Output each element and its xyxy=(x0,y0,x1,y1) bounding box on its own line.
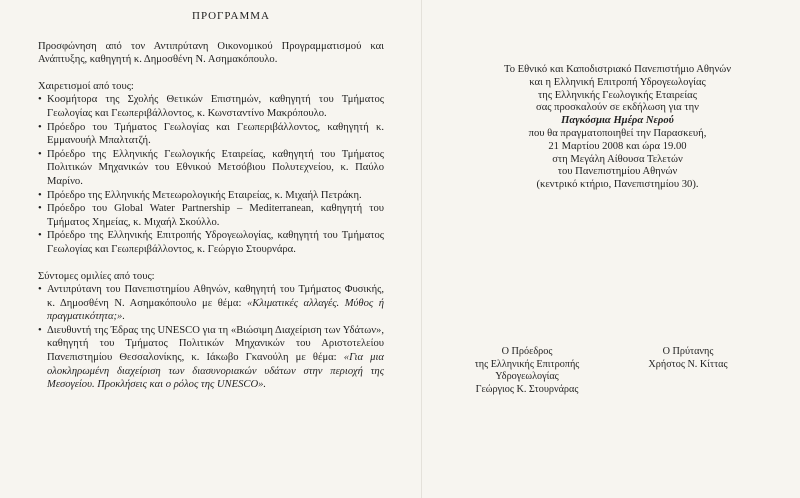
signature-name: Χρήστος Ν. Κίττας xyxy=(648,358,728,370)
event-date: 21 Μαρτίου 2008 και ώρα 19.00 xyxy=(548,140,687,152)
greeting-item: • Πρόεδρο της Ελληνικής Μετεωρολογικής Εταιρείας, κ. Μιχαήλ Πετράκη. xyxy=(38,189,384,203)
invitation-line: Το Εθνικό και Καποδιστριακό Πανεπιστήμιο Αθηνών xyxy=(503,64,732,75)
invitation-line: στη Μεγάλη Αίθουσα Τελετών xyxy=(552,153,683,165)
event-address: (κεντρικό κτήριο, Πανεπιστημίου 30). xyxy=(536,179,699,191)
program-title: ΠΡΟΓΡΑΜΜΑ xyxy=(192,10,270,22)
greeting-item: • Κοσμήτορα της Σχολής Θετικών Επιστημών, καθηγητή του Τμήματος Γεωλογίας και Γεωπεριβάλλοντος, κ. Κωνσταντίνο Μακρόπουλο. xyxy=(38,93,384,120)
signature-role: Ο Πρύτανης xyxy=(662,346,714,357)
signature-name: Γεώργιος Κ. Στουρνάρας xyxy=(475,383,579,395)
talks-section xyxy=(38,270,384,392)
talk-description: Αντιπρύτανη του Πανεπιστημίου Αθηνών, καθηγητή του Τμήματος Φυσικής, κ. Δημοσθένη Ν. Ασημακόπουλο με θέμα: xyxy=(47,284,384,309)
greeting-item: • Πρόεδρο της Ελληνικής Γεωλογικής Εταιρείας, καθηγητή του Τμήματος Πολιτικών Μηχανικών του Εθνικού Μετσόβιου Πολυτεχνείου, κ. Παύλο Μαρίνο. xyxy=(38,148,384,189)
invitation-line: του Πανεπιστημίου Αθηνών xyxy=(557,166,678,178)
invitation-text xyxy=(455,64,780,192)
invitation-line: και η Ελληνική Επιτροπή Υδρογεωλογίας xyxy=(529,76,706,88)
program-column xyxy=(38,10,384,392)
invitation-line: σας προσκαλούν σε εκδήλωση για την xyxy=(536,102,699,114)
talk-item xyxy=(38,324,384,392)
greeting-item: • Πρόεδρο του Τμήματος Γεωλογίας και Γεωπεριβάλλοντος, καθηγητή κ. Εμμανουήλ Μπαλτατζή. xyxy=(38,121,384,148)
talks-heading: Σύντομες ομιλίες από τους: xyxy=(38,270,155,282)
event-name: Παγκόσμια Ημέρα Νερού xyxy=(561,115,674,127)
signature-rector xyxy=(630,346,746,371)
page-fold xyxy=(421,0,422,498)
greetings-list xyxy=(38,93,384,256)
greetings-section xyxy=(38,80,384,257)
opening-speech: Προσφώνηση από τον Αντιπρύτανη Οικονομικού Προγραμματισμού και Ανάπτυξης, καθηγητή κ. Δημοσθένη Ν. Ασημακόπουλο. xyxy=(38,40,384,66)
talks-list xyxy=(38,283,384,392)
greeting-item: • Πρόεδρο της Ελληνικής Επιτροπής Υδρογεωλογίας, καθηγητή του Τμήματος Γεωλογίας και Γεωπεριβάλλοντος, κ. Γεώργιο Στουρνάρα. xyxy=(38,229,384,256)
talk-topic: «Για μια ολοκληρωμένη διαχείριση των διασυνοριακών υδάτων στην περιοχή της Μεσογείου. Προκλήσεις και ο ρόλος της UNESCO». xyxy=(47,352,384,391)
talk-topic: «Κλιματικές αλλαγές. Μύθος ή πραγματικότητα;». xyxy=(47,297,384,323)
greetings-heading: Χαιρετισμοί από τους: xyxy=(38,80,134,92)
talk-description: Διευθυντή της Έδρας της UNESCO για τη «Βιώσιμη Διαχείριση των Υδάτων», καθηγητή του Τμήματος Πολιτικών Μηχανικών του Αριστοτελείου Πανεπιστημίου Θεσσαλονίκης, κ. Ιάκωβο Γκανούλη με θέμα: xyxy=(47,324,384,364)
talk-item xyxy=(38,283,384,324)
signature-role: της Ελληνικής Επιτροπής xyxy=(474,358,580,370)
invitation-line: που θα πραγματοποιηθεί την Παρασκευή, xyxy=(528,127,707,139)
signature-role: Υδρογεωλογίας xyxy=(495,371,559,383)
invitation-line: της Ελληνικής Γεωλογικής Εταιρείας xyxy=(538,89,697,101)
signature-role: Ο Πρόεδρος xyxy=(501,346,553,357)
signature-committee-president xyxy=(446,346,608,396)
greeting-item: • Πρόεδρο του Global Water Partnership – Mediterranean, καθηγητή του Τμήματος Χημείας, κ. Μιχαήλ Σκούλλο. xyxy=(38,202,384,229)
